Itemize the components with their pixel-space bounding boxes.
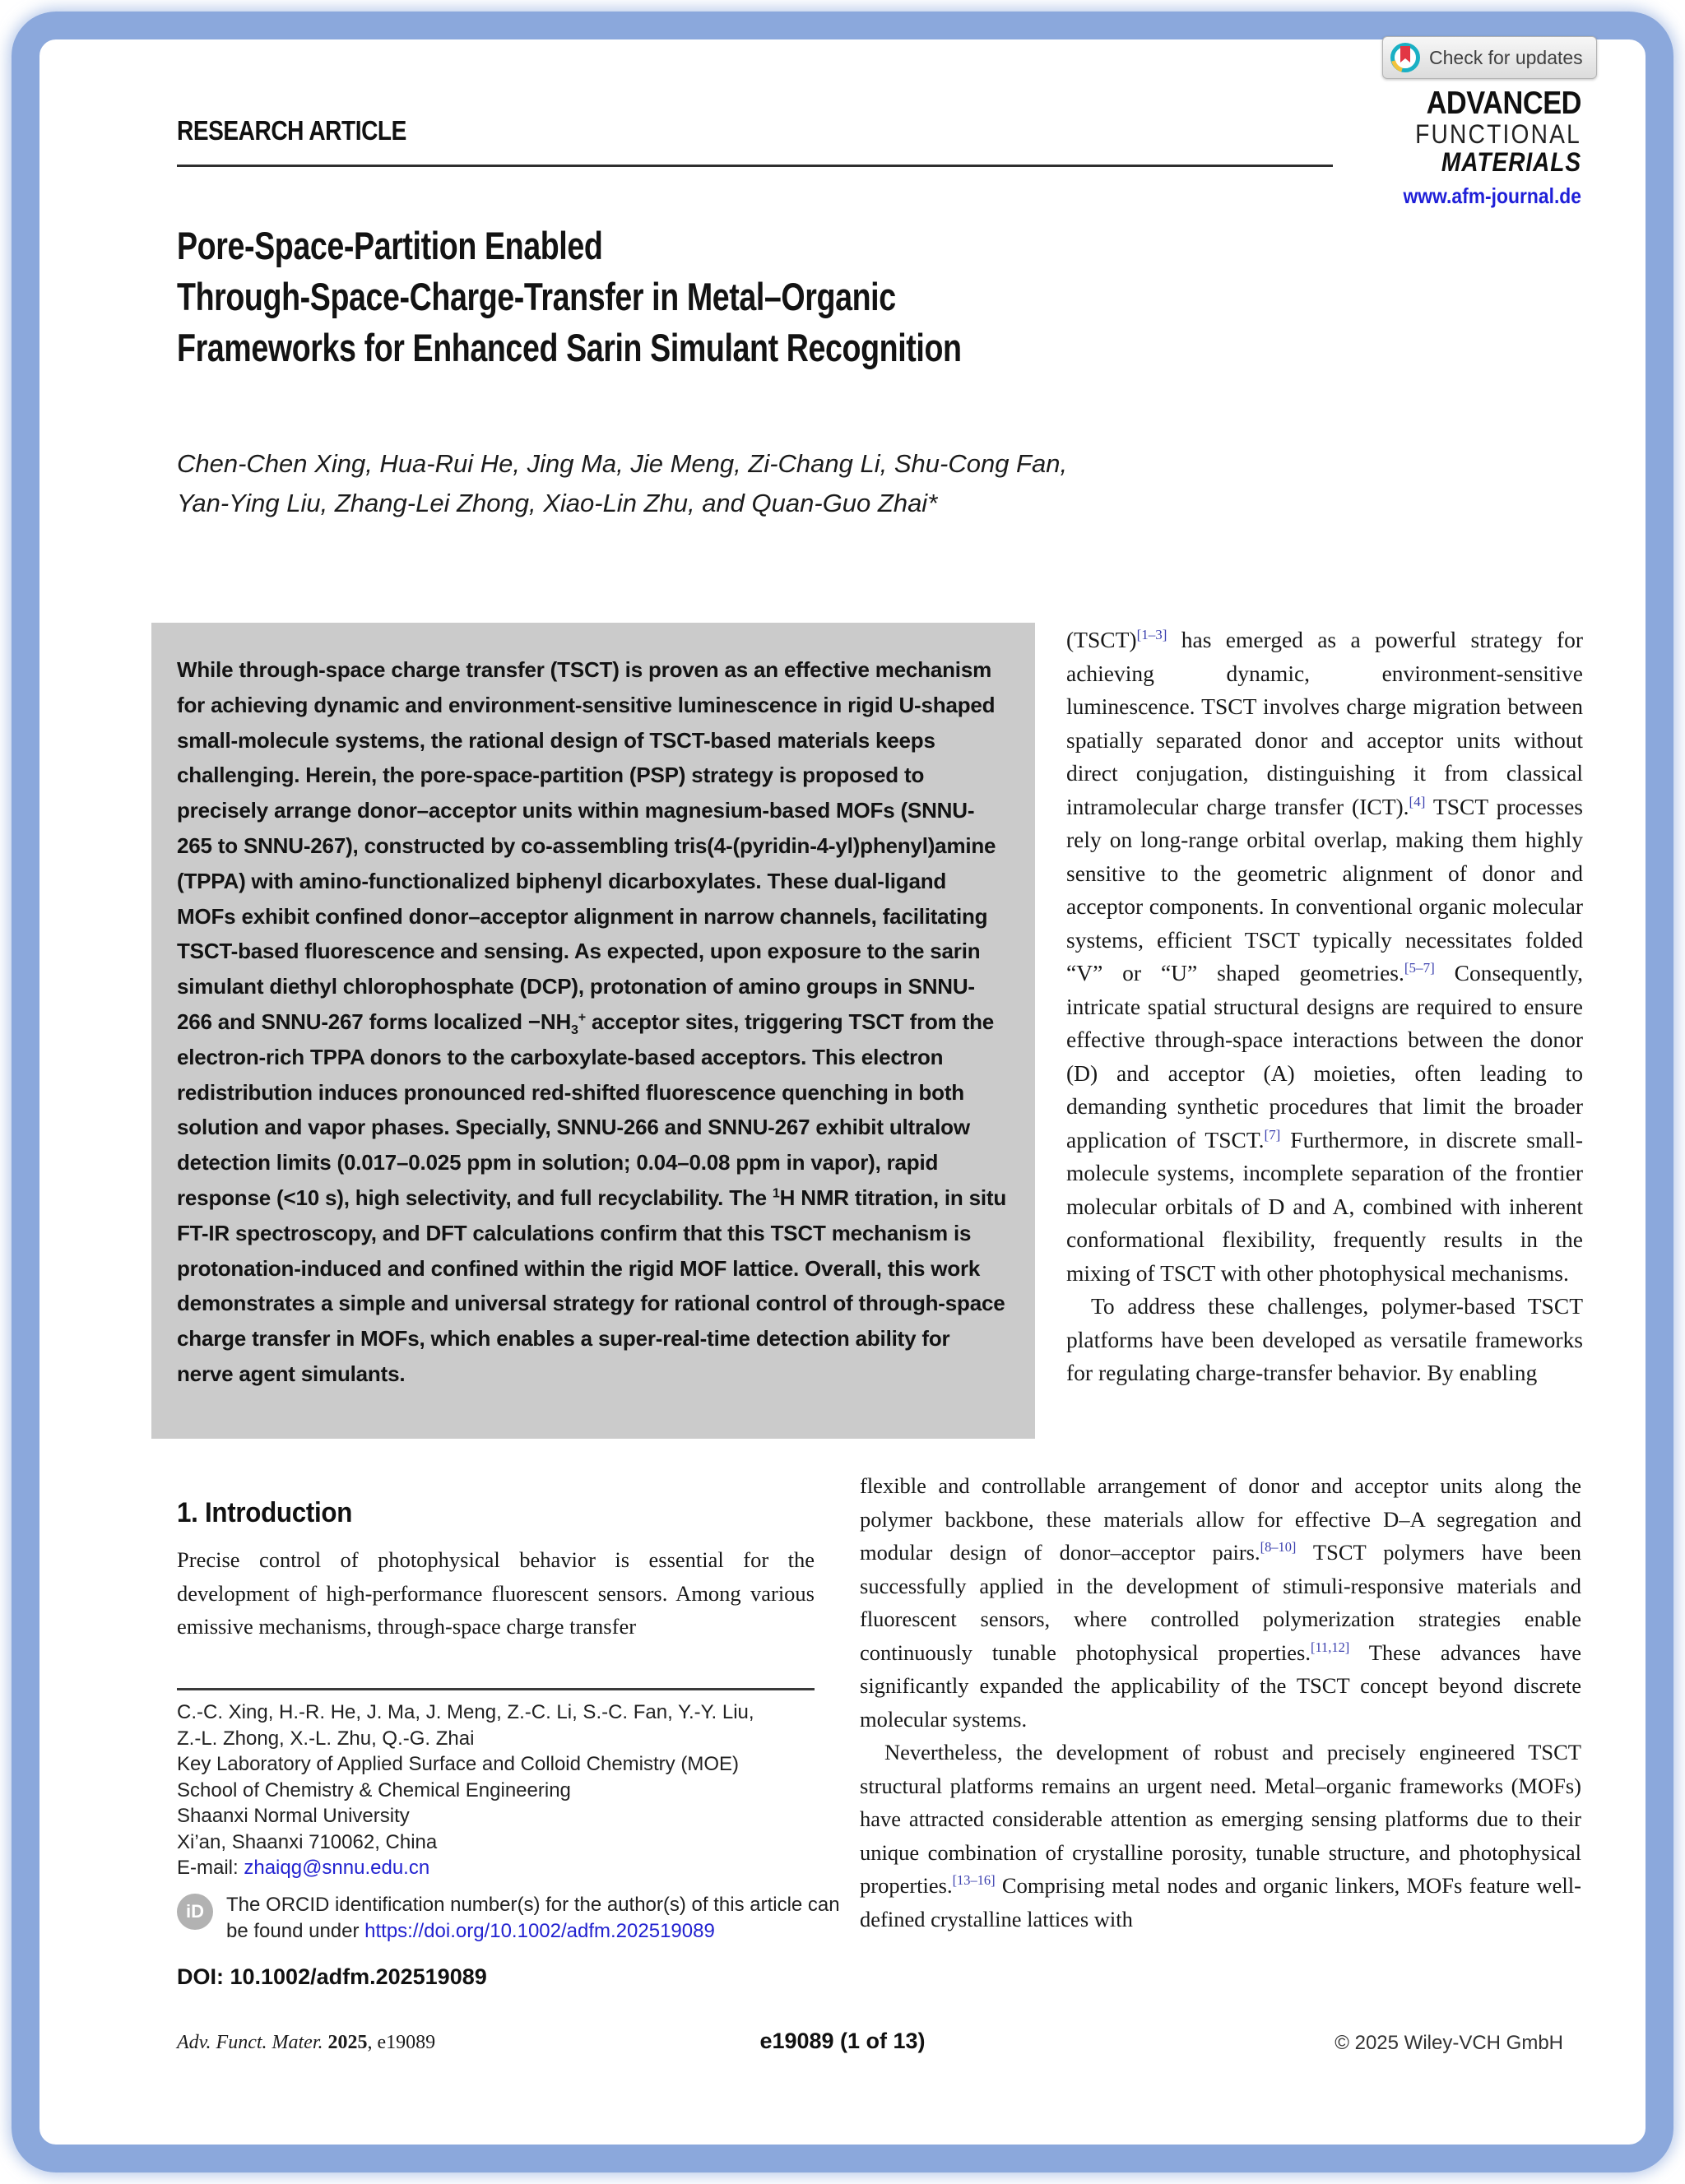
orcid-note xyxy=(177,1892,843,1944)
right-column-wide xyxy=(860,1469,1581,1936)
footer-copyright: © 2025 Wiley-VCH GmbH xyxy=(1335,2032,1563,2054)
body-paragraph: (TSCT)[1–3] has emerged as a powerful strategy for achieving dynamic, environment-sensitive luminescence. TSCT involves charge migration between spatially separated donor and acceptor units without direct conjugation, distinguishing it from classical intramolecular charge transfer (ICT).[4] TSCT processes rely on long-range orbital overlap, making them highly sensitive to the geometric alignment of donor and acceptor components. In conventional organic molecular systems, efficient TSCT typically necessitates folded “V” or “U” shaped geometries.[5–7] Consequently, intricate spatial structural designs are required to ensure effective through-space interactions between the donor (D) and acceptor (A) moieties, often leading to demanding synthetic procedures that limit the broader application of TSCT.[7] Furthermore, in discrete small-molecule systems, incomplete separation of the frontier molecular orbitals of D and A, combined with inherent conformational flexibility, frequently results in the mixing of TSCT with other photophysical mechanisms. xyxy=(1066,626,1583,1286)
affiliation-line: Key Laboratory of Applied Surface and Colloid Chemistry (MOE) xyxy=(177,1753,739,1775)
article-type-label: RESEARCH ARTICLE xyxy=(177,115,406,146)
body-paragraph: To address these challenges, polymer-based TSCT platforms have been developed as versatile frameworks for regulating charge-transfer behavior. By enabling xyxy=(1066,1293,1583,1385)
abstract-box xyxy=(151,623,1035,1439)
author-line-2: Yan-Ying Liu, Zhang-Lei Zhong, Xiao-Lin Zhu, and Quan-Guo Zhai* xyxy=(177,489,938,517)
orcid-icon: iD xyxy=(177,1894,213,1930)
email-line: E-mail: zhaiqg@snnu.edu.cn xyxy=(177,1857,430,1879)
affiliation-line: C.-C. Xing, H.-R. He, J. Ma, J. Meng, Z.-C. Li, S.-C. Fan, Y.-Y. Liu, xyxy=(177,1701,754,1723)
hyperlink[interactable]: zhaiqg@snnu.edu.cn xyxy=(244,1857,430,1879)
citation-marker: [1–3] xyxy=(1136,626,1167,642)
orcid-text: The ORCID identification number(s) for the author(s) of this article can be found under https://doi.org/10.1002/adfm.202519089 xyxy=(226,1894,840,1942)
body-paragraph: Nevertheless, the development of robust and precisely engineered TSCT structural platforms remains an urgent need. Metal–organic frameworks (MOFs) have attracted considerable attention as emerging sensing platforms due to their unique combination of crystalline porosity, tunable structure, and photophysical properties.[13–16] Comprising metal nodes and organic linkers, MOFs feature well-defined crystalline lattices with xyxy=(860,1740,1581,1931)
footer-page-number: e19089 (1 of 13) xyxy=(759,2029,926,2053)
citation-marker: [7] xyxy=(1264,1126,1281,1143)
doi-text: DOI: 10.1002/adfm.202519089 xyxy=(177,1964,487,1989)
author-line-1: Chen-Chen Xing, Hua-Rui He, Jing Ma, Jie Meng, Zi-Chang Li, Shu-Cong Fan, xyxy=(177,449,1068,478)
citation-marker: [8–10] xyxy=(1260,1539,1297,1556)
abstract-text: While through-space charge transfer (TSCT) is proven as an effective mechanism for achieving dynamic and environment-sensitive luminescence in rigid U-shaped small-molecule systems, the rational design of TSCT-based materials keeps challenging. Herein, the pore-space-partition (PSP) strategy is proposed to precisely arrange donor–acceptor units within magnesium-based MOFs (SNNU-265 to SNNU-267), constructed by co-assembling tris(4-(pyridin-4-yl)phenyl)amine (TPPA) with amino-functionalized biphenyl dicarboxylates. These dual-ligand MOFs exhibit confined donor–acceptor alignment in narrow channels, facilitating TSCT-based fluorescence and sensing. As expected, upon exposure to the sarin simulant diethyl chlorophosphate (DCP), protonation of amino groups in SNNU-266 and SNNU-267 forms localized $-NH_3^+$ acceptor sites, triggering TSCT from the electron-rich TPPA donors to the carboxylate-based acceptors. This electron redistribution induces pronounced red-shifted fluorescence quenching in both solution and vapor phases. Specially, SNNU-266 and SNNU-267 exhibit ultralow detection limits (0.017–0.025 ppm in solution; 0.04–0.08 ppm in vapor), rapid response (<10 s), high selectivity, and full recyclability. The $^1$H NMR titration, in situ FT-IR spectroscopy, and DFT calculations confirm that this TSCT mechanism is protonation-induced and confined within the rigid MOF lattice. Overall, this work demonstrates a simple and universal strategy for rational control of through-space charge transfer in MOFs, which enables a super-real-time detection ability for nerve agent simulants. xyxy=(177,657,1007,1386)
citation-marker: [5–7] xyxy=(1404,959,1435,976)
article-title xyxy=(177,220,962,373)
check-for-updates-button[interactable] xyxy=(1382,36,1597,79)
title-line-1: Pore-Space-Partition Enabled xyxy=(177,224,603,267)
affiliation-line: Z.-L. Zhong, X.-L. Zhu, Q.-G. Zhai xyxy=(177,1727,475,1750)
journal-logo-line1: ADVANCED xyxy=(1426,86,1581,121)
affiliation-block xyxy=(177,1699,835,1881)
footer-citation: Adv. Funct. Mater. 2025, e19089 xyxy=(177,2032,436,2053)
journal-url-link[interactable]: www.afm-journal.de xyxy=(1403,183,1581,208)
citation-marker: [13–16] xyxy=(952,1872,996,1889)
title-line-3: Frameworks for Enhanced Sarin Simulant Recognition xyxy=(177,326,962,369)
introduction-block xyxy=(177,1543,815,1644)
introduction-paragraph: Precise control of photophysical behavior is essential for the development of high-performance fluorescent sensors. Among various emissive mechanisms, through-space charge transfer xyxy=(177,1547,815,1639)
journal-logo xyxy=(1319,87,1581,206)
author-list xyxy=(177,444,1067,523)
journal-logo-line2: FUNCTIONAL xyxy=(1415,119,1581,149)
header-divider xyxy=(177,165,1333,167)
footnote-divider xyxy=(177,1688,815,1690)
affiliation-line: Xi’an, Shaanxi 710062, China xyxy=(177,1830,438,1853)
title-line-2: Through-Space-Charge-Transfer in Metal–Organic xyxy=(177,275,896,318)
hyperlink[interactable]: https://doi.org/10.1002/adfm.202519089 xyxy=(364,1919,715,1942)
crossmark-icon xyxy=(1390,42,1421,73)
citation-marker: [4] xyxy=(1409,793,1426,809)
check-for-updates-label: Check for updates xyxy=(1429,46,1583,68)
body-paragraph: flexible and controllable arrangement of donor and acceptor units along the polymer backbone, these materials allow for effective D–A segregation and modular design of donor–acceptor pairs.[8–10] TSCT polymers have been successfully applied in the development of stimuli-responsive materials and fluorescent sensors, where controlled polymerization strategies enable continuously tunable photophysical properties.[11,12] These advances have significantly expanded the applicability of the TSCT concept beyond discrete molecular systems. xyxy=(860,1473,1581,1732)
journal-logo-line3: MATERIALS xyxy=(1441,147,1581,177)
affiliation-line: Shaanxi Normal University xyxy=(177,1805,410,1827)
citation-marker: [11,12] xyxy=(1310,1639,1350,1655)
right-column-narrow xyxy=(1066,624,1583,1390)
section-heading-introduction: 1. Introduction xyxy=(177,1497,353,1528)
affiliation-line: School of Chemistry & Chemical Engineering xyxy=(177,1778,571,1801)
